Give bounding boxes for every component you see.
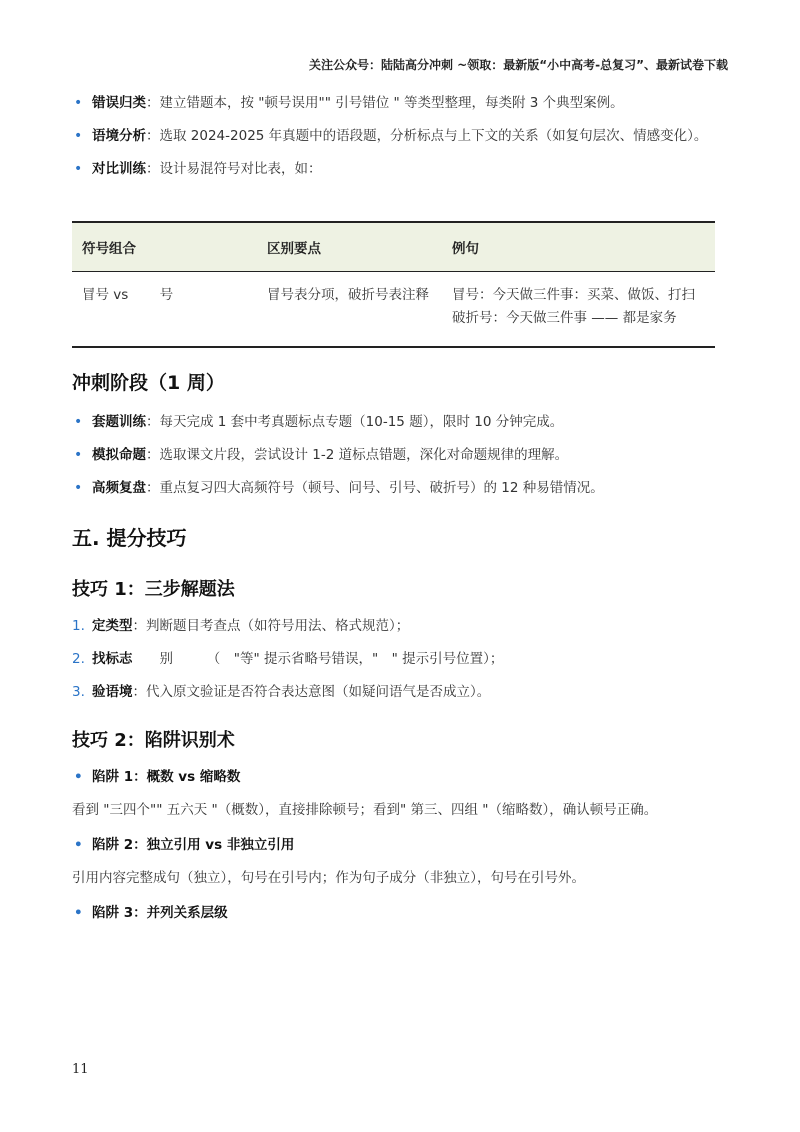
list-item [72,92,732,115]
page-header: 关注公众号：陆陆高分冲刺 ~领取：最新版“小中高考-总复习”、最新试卷下载 [309,58,728,72]
trap-description: 看到 "三四个"" 五六天 "（概数），直接排除顿号；看到" 第三、四组 "（缩略数），确认顿号正确。 [72,802,658,818]
bullet-icon: • [74,414,83,430]
list-item [72,648,732,671]
bullet-icon: • [74,837,83,853]
step-text: 别 （ "等" 提示省略号错误，" " 提示引号位置）； [132,651,504,667]
bullet-label: 语境分析 [92,128,146,144]
step-number: 2. [72,651,85,667]
step-label: 定类型 [92,618,133,634]
step-text: ：判断题目考查点（如符号用法、格式规范）； [132,618,410,634]
trap-title: 陷阱 2：独立引用 vs 非独立引用 [92,837,295,853]
step-label: 验语境 [92,684,133,700]
table-cell: 冒号 vs 号 [82,287,174,303]
trap-title: 陷阱 1：概数 vs 缩略数 [92,769,241,785]
sprint-bullet-list [72,411,732,500]
list-item [72,681,732,704]
trap-heading [72,766,732,789]
bullet-icon: • [74,95,83,111]
top-bullet-list [72,92,732,181]
column-header: 例句 [442,222,715,272]
bullet-icon: • [74,769,83,785]
tip-heading: 技巧 2：陷阱识别术 [72,730,235,751]
list-item [72,125,732,148]
page-number: 11 [72,1062,89,1077]
bullet-icon: • [74,161,83,177]
bullet-label: 对比训练 [92,161,146,177]
trap-heading [72,902,732,925]
section-heading: 冲刺阶段（1 周） [72,372,225,394]
tip-heading: 技巧 1：三步解题法 [72,579,235,600]
bullet-text: ：每天完成 1 套中考真题标点专题（10-15 题），限时 10 分钟完成。 [146,414,564,430]
bullet-text: ：设计易混符号对比表，如： [146,161,322,177]
bullet-text: ：建立错题本，按 "顿号误用"" 引号错位 " 等类型整理，每类附 3 个典型案例。 [146,95,624,111]
bullet-icon: • [74,905,83,921]
bullet-text: ：选取 2024-2025 年真题中的语段题，分析标点与上下文的关系（如复句层次、情感变化）。 [146,128,708,144]
bullet-label: 模拟命题 [92,447,146,463]
comparison-table [72,221,715,348]
list-item [72,444,732,467]
step-text: ：代入原文验证是否符合表达意图（如疑问语气是否成立）。 [132,684,491,700]
table-row [72,272,715,348]
column-header: 区别要点 [257,222,442,272]
bullet-icon: • [74,447,83,463]
tip1-steps [72,615,732,704]
bullet-label: 套题训练 [92,414,146,430]
section-title: 五. 提分技巧 [72,526,187,550]
step-label: 找标志 [92,651,133,667]
bullet-icon: • [74,480,83,496]
table-cell: 冒号表分项，破折号表注释 [267,287,429,303]
step-number: 3. [72,684,85,700]
bullet-text: ：重点复习四大高频符号（顿号、问号、引号、破折号）的 12 种易错情况。 [146,480,604,496]
bullet-label: 高频复盘 [92,480,146,496]
bullet-icon: • [74,128,83,144]
trap-heading [72,834,732,857]
list-item [72,477,732,500]
trap-description: 引用内容完整成句（独立），句号在引号内；作为句子成分（非独立），句号在引号外。 [72,870,585,886]
list-item [72,158,732,181]
bullet-text: ：选取课文片段，尝试设计 1-2 道标点错题，深化对命题规律的理解。 [146,447,569,463]
list-item [72,411,732,434]
list-item [72,615,732,638]
table-cell: 冒号：今天做三件事：买菜、做饭、打扫破折号：今天做三件事 —— 都是家务 [452,287,695,326]
column-header: 符号组合 [72,222,257,272]
trap-title: 陷阱 3：并列关系层级 [92,905,228,921]
step-number: 1. [72,618,85,634]
table-header-row [72,222,715,272]
bullet-label: 错误归类 [92,95,146,111]
page-content [72,92,732,935]
